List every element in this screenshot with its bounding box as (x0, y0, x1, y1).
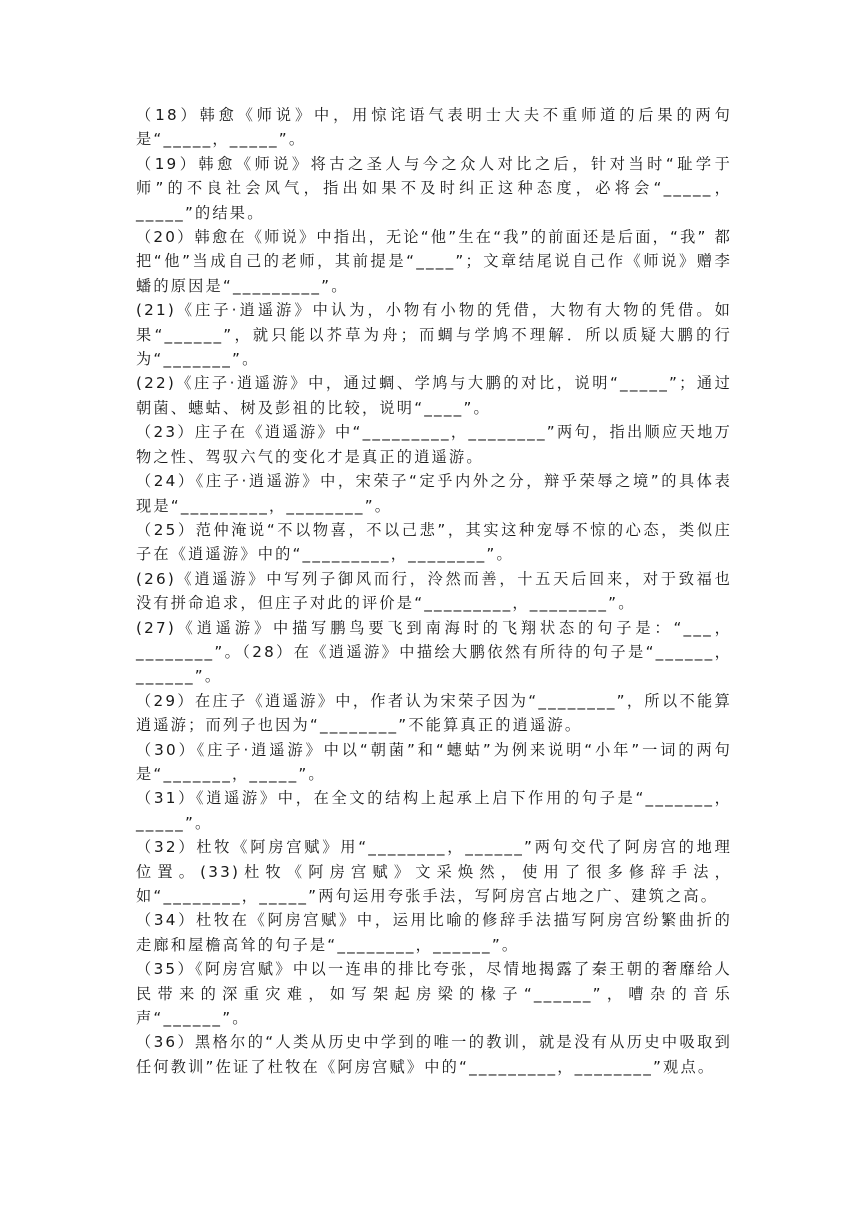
question-19: （19）韩愈《师说》将古之圣人与今之众人对比之后，针对当时“耻学于师”的不良社会风气，指出如果不及时纠正这种态度，必将会“_____，_____”的结果。 (136, 154, 732, 222)
question-34: （34）杜牧在《阿房宫赋》中，运用比喻的修辞手法描写阿房宫纷繁曲折的走廊和屋檐高耸的句子是“________，______”。 (136, 911, 732, 954)
document-body (136, 103, 732, 1079)
question-25: （25）范仲淹说“不以物喜，不以己悲”，其实这种宠辱不惊的心态，类似庄子在《逍遥游》中的“_________，________”。 (136, 520, 732, 564)
question-29: （29）在庄子《逍遥游》中，作者认为宋荣子因为“________”，所以不能算逍遥游；而列子也因为“________”不能算真正的逍遥游。 (136, 691, 732, 735)
question-26: (26)《逍遥游》中写列子御风而行，泠然而善，十五天后回来，对于致福也没有拼命追求，但庄子对此的评价是“_________，________”。 (136, 569, 732, 613)
question-32-33: （32）杜牧《阿房宫赋》用“________，______”两句交代了阿房宫的地理位置。(33)杜牧《阿房宫赋》文采焕然，使用了很多修辞手法，如“________，_____”两句运用夸张手法，写阿房宫占地之广、建筑之高。 (136, 838, 732, 905)
question-24: （24）《庄子·逍遥游》中，宋荣子“定乎内外之分，辩乎荣辱之境”的具体表现是“_________，________”。 (136, 472, 732, 515)
question-27-28: (27)《逍遥游》中描写鹏鸟要飞到南海时的飞翔状态的句子是：“___，________”。（28）在《逍遥游》中描绘大鹏依然有所待的句子是“______，______”。 (136, 618, 732, 686)
question-31: （31）《逍遥游》中，在全文的结构上起承上启下作用的句子是“_______，_____”。 (136, 789, 732, 832)
question-30: （30）《庄子·逍遥游》中以“朝菌”和“蟪蛄”为例来说明“小年”一词的两句是“_______，_____”。 (136, 740, 732, 783)
question-18: （18）韩愈《师说》中，用惊诧语气表明士大夫不重师道的后果的两句是“_____，_____”。 (136, 106, 732, 149)
question-20: （20）韩愈在《师说》中指出，无论“他”生在“我”的前面还是后面，“我” 都把“他”当成自己的老师，其前提是“____”；文章结尾说自己作《师说》赠李蟠的原因是“_________”。 (136, 228, 732, 295)
question-35: （35）《阿房宫赋》中以一连串的排比夸张，尽情地揭露了秦王朝的奢靡给人民带来的深重灾难，如写架起房梁的椽子“______”，嘈杂的音乐声“______”。 (136, 960, 732, 1028)
question-21: (21)《庄子·逍遥游》中认为，小物有小物的凭借，大物有大物的凭借。如果“______”，就只能以芥草为舟；而蜩与学鸠不理解．所以质疑大鹏的行为“_______”。 (136, 301, 732, 369)
question-36: （36）黑格尔的“人类从历史中学到的唯一的教训，就是没有从历史中吸取到任何教训”佐证了杜牧在《阿房宫赋》中的“_________，________”观点。 (136, 1033, 732, 1076)
question-23: （23）庄子在《逍遥游》中“_________，________”两句，指出顺应天地万物之性、驾驭六气的变化才是真正的逍遥游。 (136, 423, 732, 466)
question-22: (22)《庄子·逍遥游》中，通过蜩、学鸠与大鹏的对比，说明“_____”；通过朝菌、蟪蛄、树及彭祖的比较，说明“____”。 (136, 374, 732, 417)
